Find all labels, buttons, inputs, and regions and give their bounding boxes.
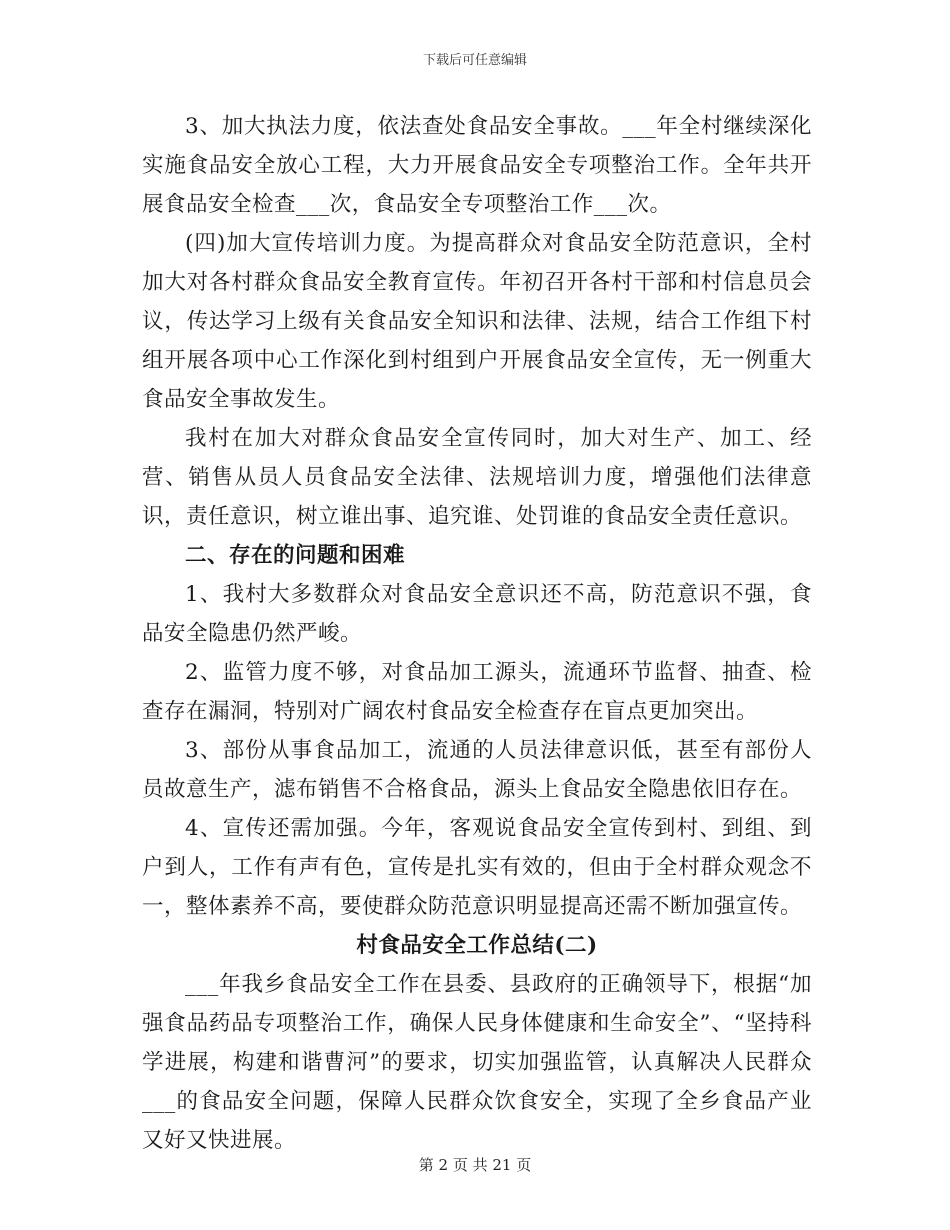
paragraph-intro: ___年我乡食品安全工作在县委、县政府的正确领导下，根据“加强食品药品专项整治工作，确保人民身体健康和生命安全”、“坚持科学进展，构建和谐曹河”的要求，切实加强监管，认真解决人民群众___的食品安全问题，保障人民群众饮食安全，实现了全乡食品产业又好又快进展。 xyxy=(142,972,812,1153)
document-body xyxy=(142,107,812,1160)
page-number: 第 2 页 共 21 页 xyxy=(418,1156,532,1174)
problem-item-2: 2、监管力度不够，对食品加工源头，流通环节监督、抽查、检查存在漏洞，特别对广阔农村食品安全检查存在盲点更加突出。 xyxy=(142,660,812,724)
page-header: 下载后可任意编辑 xyxy=(422,53,527,68)
problem-item-1: 1、我村大多数群众对食品安全意识还不高，防范意识不强，食品安全隐患仍然严峻。 xyxy=(142,582,812,646)
paragraph-publicity-training: (四)加大宣传培训力度。为提高群众对食品安全防范意识，全村加大对各村群众食品安全教育宣传。年初召开各村干部和村信息员会议，传达学习上级有关食品安全知识和法律、法规，结合工作组下村组开展各项中心工作深化到村组到户开展食品安全宣传，无一例重大食品安全事故发生。 xyxy=(142,231,812,412)
problem-item-4: 4、宣传还需加强。今年，客观说食品安全宣传到村、到组、到户到人，工作有声有色，宣传是扎实有效的，但由于全村群众观念不一，整体素养不高，要使群众防范意识明显提高还需不断加强宣传。 xyxy=(142,816,812,919)
paragraph-practitioner-training: 我村在加大对群众食品安全宣传同时，加大对生产、加工、经营、销售从员人员食品安全法律、法规培训力度，增强他们法律意识，责任意识，树立谁出事、追究谁、处罚谁的食品安全责任意识。 xyxy=(142,426,812,529)
paragraph-law-enforcement: 3、加大执法力度，依法查处食品安全事故。___年全村继续深化实施食品安全放心工程，大力开展食品安全专项整治工作。全年共开展食品安全检查___次，食品安全专项整治工作___次。 xyxy=(142,114,812,217)
section-heading-problems: 二、存在的问题和困难 xyxy=(185,543,406,568)
problem-item-3: 3、部份从事食品加工，流通的人员法律意识低，甚至有部份人员故意生产，滤布销售不合格食品，源头上食品安全隐患依旧存在。 xyxy=(142,738,812,802)
document-title: 村食品安全工作总结(二) xyxy=(356,933,598,958)
